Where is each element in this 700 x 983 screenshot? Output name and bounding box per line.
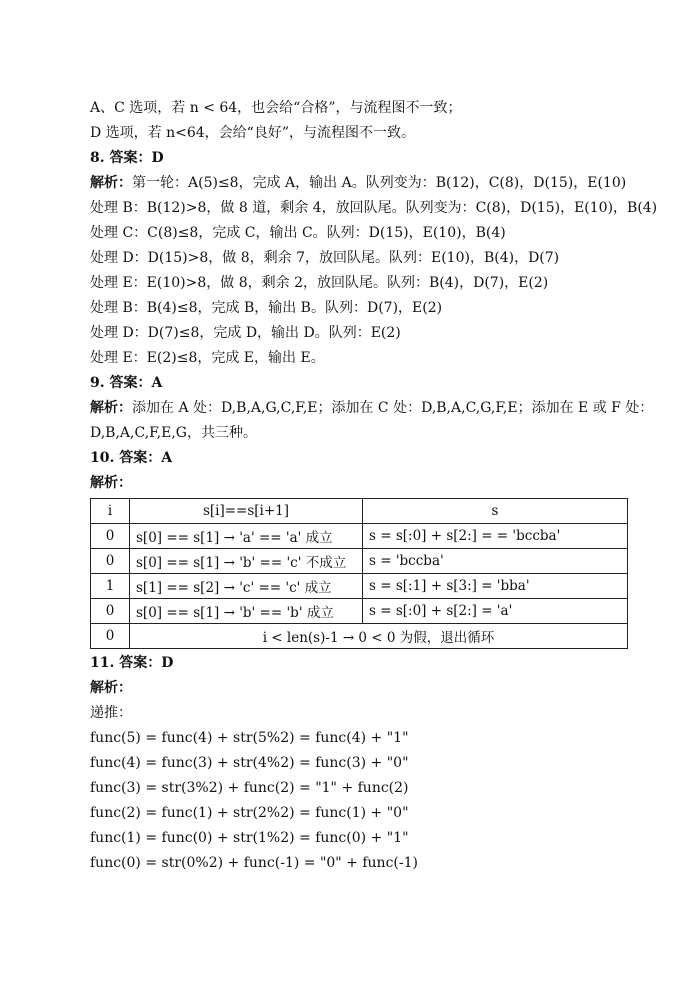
table-row	[91, 574, 628, 599]
cell-s: s = 'bccba'	[363, 549, 628, 574]
q8-step: 处理 E：E(10)>8，做 8，剩余 2，放回队尾。队列：B(4)，D(7)，E(2)	[90, 275, 549, 291]
q11-recursion-line: func(4) = func(3) + str(4%2) = func(3) + "0"	[90, 755, 409, 771]
q9-analysis	[90, 396, 654, 421]
cell-i: 1	[91, 574, 130, 599]
header-i: i	[91, 499, 130, 524]
q9-answer-heading: 9. 答案：A	[90, 375, 163, 391]
q9-analysis-line2: D,B,A,C,F,E,G，共三种。	[90, 425, 257, 441]
cell-compare: s[0] == s[1] → 'a' == 'a' 成立	[130, 524, 363, 549]
q11-recursion-line: func(3) = str(3%2) + func(2) = "1" + func(2)	[90, 780, 409, 796]
header-s: s	[363, 499, 628, 524]
cell-i: 0	[91, 624, 130, 649]
table-row-exit	[91, 624, 628, 649]
q8-step: 处理 B：B(4)≤8，完成 B，输出 B。队列：D(7)，E(2)	[90, 300, 443, 316]
option-ac-note: A、C 选项，若 n < 64，也会给“合格”，与流程图不一致；	[90, 100, 462, 116]
q10-analysis-label: 解析：	[90, 475, 132, 491]
q9-analysis-line1: 添加在 A 处：D,B,A,G,C,F,E；添加在 C 处：D,B,A,C,G,F,E；添加在 E 或 F 处：	[132, 400, 654, 416]
q11-recursion-line: func(2) = func(1) + str(2%2) = func(1) + "0"	[90, 805, 409, 821]
q9-analysis-label: 解析：	[90, 400, 132, 416]
cell-i: 0	[91, 599, 130, 624]
q11-analysis-label: 解析：	[90, 680, 132, 696]
option-d-note: D 选项，若 n<64，会给“良好”，与流程图不一致。	[90, 125, 415, 141]
cell-s: s = s[:0] + s[2:] = 'a'	[363, 599, 628, 624]
table-row	[91, 549, 628, 574]
q11-answer-heading: 11. 答案：D	[90, 655, 174, 671]
table-row	[91, 524, 628, 549]
document-page	[90, 96, 658, 876]
table-row	[91, 599, 628, 624]
q10-answer-heading: 10. 答案：A	[90, 450, 173, 466]
cell-s: s = s[:1] + s[3:] = 'bba'	[363, 574, 628, 599]
q8-step: 处理 E：E(2)≤8，完成 E，输出 E。	[90, 350, 325, 366]
q8-step: 处理 C：C(8)≤8，完成 C，输出 C。队列：D(15)，E(10)，B(4)	[90, 225, 506, 241]
cell-i: 0	[91, 549, 130, 574]
q8-step: 处理 D：D(15)>8，做 8，剩余 7，放回队尾。队列：E(10)，B(4)，D(7)	[90, 250, 560, 266]
cell-compare: s[0] == s[1] → 'b' == 'c' 不成立	[130, 549, 363, 574]
cell-exit-condition: i < len(s)-1 → 0 < 0 为假，退出循环	[130, 624, 628, 649]
cell-compare: s[1] == s[2] → 'c' == 'c' 成立	[130, 574, 363, 599]
q8-step: 处理 D：D(7)≤8，完成 D，输出 D。队列：E(2)	[90, 325, 401, 341]
q11-recursion-label: 递推：	[90, 705, 132, 721]
q11-recursion-line: func(5) = func(4) + str(5%2) = func(4) + "1"	[90, 730, 409, 746]
table-header-row	[91, 499, 628, 524]
header-compare: s[i]==s[i+1]	[130, 499, 363, 524]
q8-analysis-first: 第一轮：A(5)≤8，完成 A，输出 A。队列变为：B(12)，C(8)，D(15)，E(10)	[132, 175, 627, 191]
trace-table	[90, 498, 628, 649]
q8-analysis	[90, 171, 630, 196]
cell-compare: s[0] == s[1] → 'b' == 'b' 成立	[130, 599, 363, 624]
cell-i: 0	[91, 524, 130, 549]
q8-answer-heading: 8. 答案：D	[90, 150, 164, 166]
cell-s: s = s[:0] + s[2:] = = 'bccba'	[363, 524, 628, 549]
q8-analysis-label: 解析：	[90, 175, 132, 191]
q11-recursion-line: func(0) = str(0%2) + func(-1) = "0" + func(-1)	[90, 855, 418, 871]
q8-step: 处理 B：B(12)>8，做 8 道，剩余 4，放回队尾。队列变为：C(8)，D(15)，E(10)，B(4)	[90, 200, 658, 216]
q11-recursion-line: func(1) = func(0) + str(1%2) = func(0) + "1"	[90, 830, 409, 846]
